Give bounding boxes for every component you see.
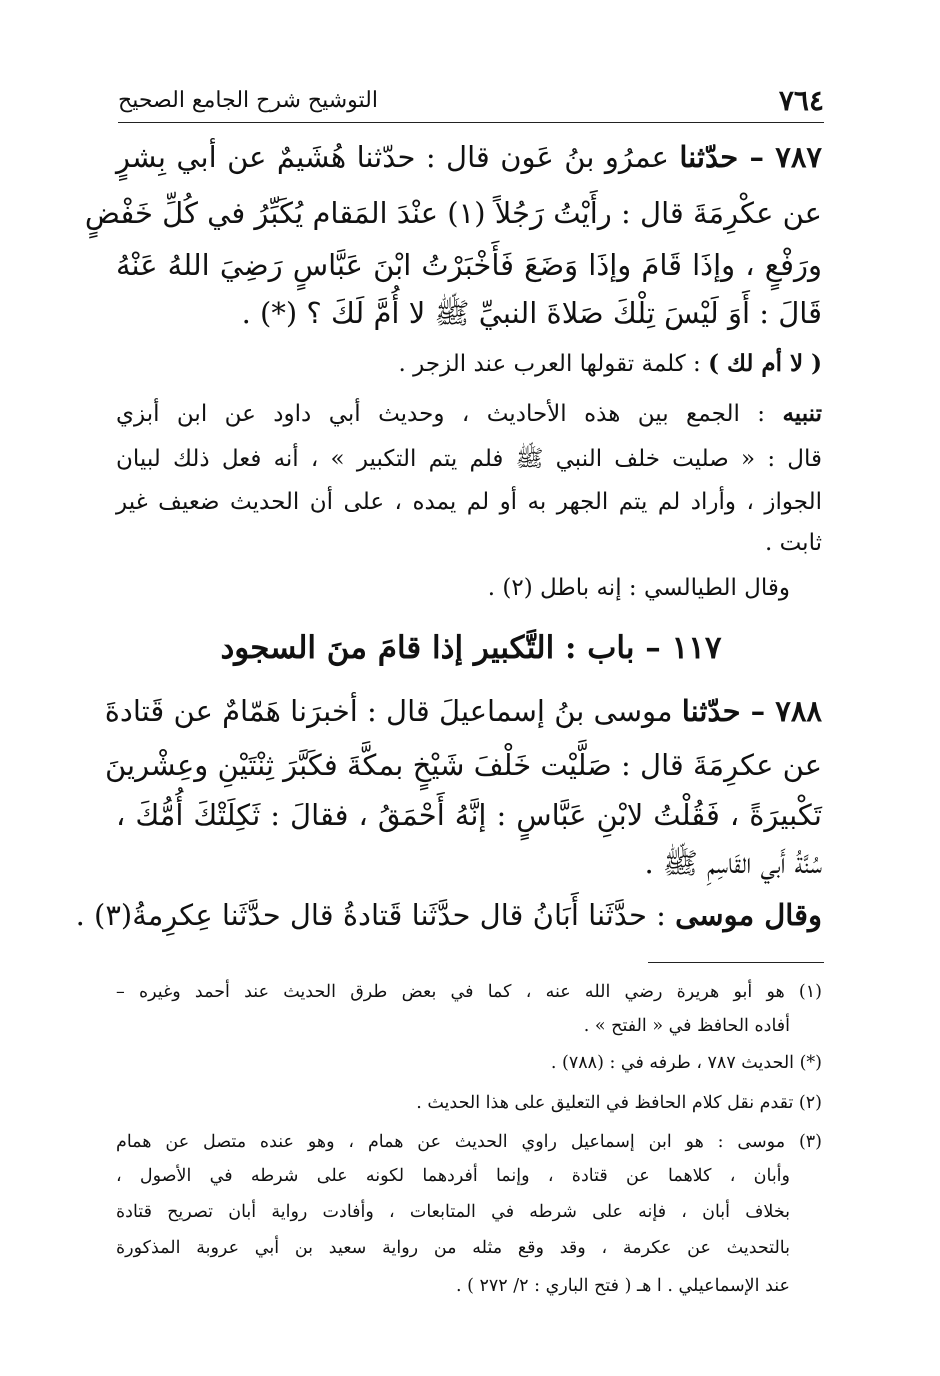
hadith-788-line-1 [104, 694, 822, 728]
tanbih-line-4: ثابت . [764, 530, 822, 556]
chapter-heading: ١١٧ – باب : التَّكبير إذا قامَ منَ السجود [220, 630, 722, 666]
footnote-1-line-2: أفاده الحافظ في « الفتح » . [583, 1016, 790, 1036]
footnote-3-line-3: بخلاف أبان ، فإنه على شرطه في المتابعات ، وأفادت رواية أبان تصريح قتادة [116, 1202, 790, 1222]
hadith-788-line-3: تَكْبيرَةً ، فَقُلْتُ لابْنِ عَبَّاسٍ : إنَّهُ أَحْمَقُ ، فقالَ : ثَكِلَتْكَ أُمُّكَ ، [116, 798, 822, 832]
running-header [118, 82, 824, 123]
hadith-787-number: ٧٨٧ – حدّثنا [679, 140, 823, 174]
hadith-787-line-2: عن عكْرِمَةَ قال : رأَيْتُ رَجُلاً (١) عنْدَ المَقام يُكَبِّرُ في كُلِّ خَفْضٍ [84, 196, 822, 230]
gloss-line [116, 350, 822, 377]
hadith-788-line-4: سُنَّةُ أَبي القَاسِمِ ﷺ . [644, 846, 822, 880]
footnote-3-line-1: (٣) موسى : هو ابن إسماعيل راوي الحديث عن همام ، وهو عنده متصل عن همام [116, 1132, 822, 1152]
tanbih-line-3: الجواز ، وأراد لم يتم الجهر به أو لم يمده ، على أن الحديث ضعيف غير [116, 489, 822, 515]
footnote-3-line-4: بالتحديث عن عكرمة ، وقد وقع مثله من رواية سعيد بن أبي عروبة المذكورة [116, 1238, 790, 1258]
tanbih-label: تنبيه [782, 400, 822, 427]
footnote-star: (*) الحديث ٧٨٧ ، طرفه في : (٧٨٨) . [550, 1053, 822, 1073]
hadith-787-text-1: عمرُو بنُ عَون قال : حدّثنا هُشَيمٌ عن أبي بِشرٍ [116, 140, 669, 174]
footnote-2: (٢) تقدم نقل كلام الحافظ في التعليق على هذا الحديث . [416, 1093, 822, 1113]
hadith-787-line-3: ورَفْعٍ ، وإذَا قَامَ وإذَا وَضَعَ فَأَخْبَرْتُ ابْنَ عَبَّاسٍ رَضِيَ اللهُ عَنْهُ [116, 248, 822, 282]
tanbih-line-1 [116, 400, 822, 427]
running-title: التوشيح شرح الجامع الصحيح [118, 88, 378, 113]
footnote-3-line-5: عند الإسماعيلي . ا هـ ( فتح الباري : ٢/ ٢٧٢ ) . [455, 1276, 790, 1296]
page-number: ٧٦٤ [778, 84, 824, 117]
footnote-3-line-2: وأبان ، كلاهما عن قتادة ، وإنما أفردهما لكونه على شرطه في الأصول ، [116, 1166, 790, 1186]
hadith-788-text-1: موسى بنُ إسماعيلَ قال : أخبرَنا هَمّامٌ عن قَتادةَ [104, 694, 673, 728]
musa-label: وقال موسى [675, 898, 822, 932]
footnote-separator [648, 962, 824, 963]
hadith-788-number: ٧٨٨ – حدّثنا [681, 694, 822, 728]
gloss-term: ( لا أم لك ) [708, 350, 822, 377]
gloss-text: : كلمة تقولها العرب عند الزجر . [398, 351, 709, 377]
hadith-787-line-4: قَالَ : أَوَ لَيْسَ تِلْكَ صَلاةَ النبيِّ ﷺ لا أُمَّ لَكَ ؟ (*) . [241, 296, 822, 330]
musa-line [75, 898, 822, 932]
footnote-1-line-1: (١) هو أبو هريرة رضي الله عنه ، كما في بعض طرق الحديث عند أحمد وغيره – [116, 982, 822, 1002]
tanbih-line-2: قال : « صليت خلف النبي ﷺ فلم يتم التكبير » ، أنه فعل ذلك لبيان [116, 446, 822, 472]
hadith-787-line-1 [116, 140, 822, 174]
tayalisi-line: وقال الطيالسي : إنه باطل (٢) . [487, 575, 790, 601]
musa-text: : حدَّثَنا أَبَانُ قال حدَّثَنا قَتادةُ قال حدَّثَنا عِكرِمةُ(٣) . [75, 898, 666, 932]
hadith-788-line-2: عن عكرِمَةَ قال : صَلَّيْت خَلْفَ شَيْخٍ بمكَّةَ فكَبَّرَ ثِنْتَيْنِ وعِشْرينَ [104, 748, 822, 782]
tanbih-text-1: : الجمع بين هذه الأحاديث ، وحديث أبي داود عن ابن أبزي [116, 401, 783, 427]
